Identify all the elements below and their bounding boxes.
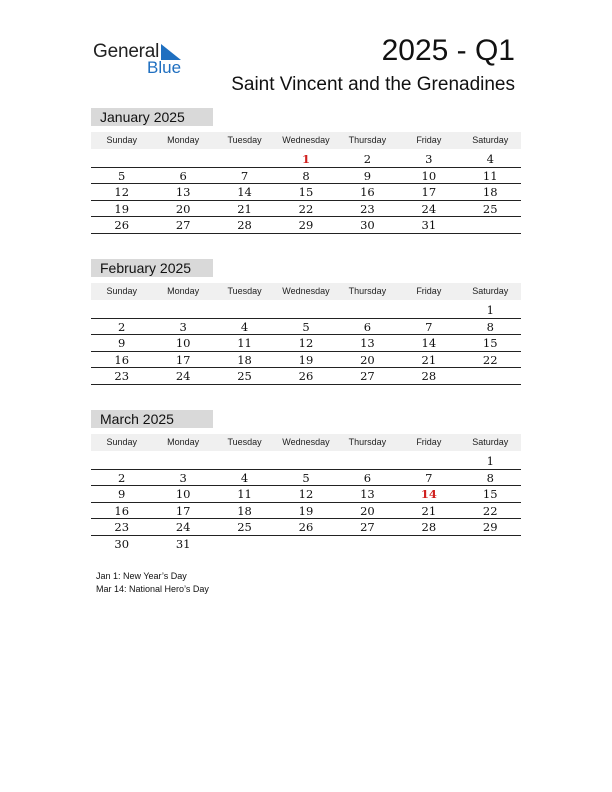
weekday-header: Tuesday — [227, 437, 262, 447]
week-row — [91, 319, 521, 336]
logo-general-text: General — [93, 41, 160, 62]
day-cell: 12 — [114, 185, 130, 200]
holiday-notes — [96, 570, 209, 596]
day-cell: 7 — [425, 319, 433, 334]
day-cell: 15 — [298, 185, 314, 200]
day-cell: 10 — [175, 336, 191, 351]
weekday-header: Thursday — [348, 135, 387, 145]
weekday-header: Tuesday — [227, 135, 262, 145]
day-cell: 5 — [302, 470, 310, 485]
weekday-header-row — [91, 434, 521, 451]
weekday-header: Sunday — [106, 135, 137, 145]
day-cell: 4 — [240, 470, 249, 485]
day-cell: 10 — [175, 487, 191, 502]
day-cell: 22 — [482, 352, 498, 367]
day-cell: 4 — [240, 319, 249, 334]
day-cell: 12 — [298, 487, 314, 502]
weekday-header: Saturday — [472, 437, 509, 447]
day-cell: 18 — [237, 352, 252, 367]
empty-day-cell — [460, 536, 521, 553]
empty-day-cell — [460, 368, 521, 384]
day-cell: 25 — [482, 201, 498, 216]
day-cell: 23 — [114, 520, 130, 535]
day-cell: 6 — [363, 319, 372, 334]
day-cell: 14 — [237, 185, 252, 200]
weekday-header: Thursday — [348, 437, 387, 447]
week-row — [91, 503, 521, 520]
weekday-header: Saturday — [472, 135, 509, 145]
day-cell: 3 — [179, 319, 187, 334]
day-cell: 8 — [486, 470, 494, 485]
empty-day-cell — [337, 302, 398, 318]
day-cell: 24 — [175, 369, 191, 384]
month-label: February 2025 — [91, 259, 213, 277]
week-row — [91, 536, 521, 553]
day-cell: 28 — [237, 218, 252, 233]
day-cell: 25 — [237, 369, 252, 384]
empty-day-cell — [214, 151, 275, 167]
month-label: March 2025 — [91, 410, 213, 428]
day-cell: 4 — [486, 152, 494, 166]
weekday-header: Wednesday — [282, 135, 330, 145]
day-cell: 28 — [421, 369, 437, 384]
weekday-header: Friday — [416, 135, 442, 145]
holiday-note: Mar 14: National Hero’s Day — [96, 584, 209, 594]
day-cell: 19 — [114, 201, 130, 216]
logo — [93, 40, 193, 80]
weekday-header: Saturday — [472, 286, 509, 296]
empty-day-cell — [275, 302, 336, 318]
day-cell: 8 — [486, 319, 494, 334]
weekday-header: Monday — [167, 437, 200, 447]
day-cell: 9 — [118, 336, 126, 351]
day-cell: 16 — [360, 185, 375, 200]
day-cell: 13 — [175, 185, 191, 200]
weekday-header: Sunday — [106, 286, 137, 296]
empty-day-cell — [91, 453, 152, 469]
day-cell: 22 — [482, 503, 498, 518]
week-row — [91, 470, 521, 487]
day-cell: 30 — [360, 218, 375, 233]
day-cell: 20 — [360, 352, 375, 367]
empty-day-cell — [214, 536, 275, 553]
day-cell: 17 — [175, 352, 191, 367]
week-row — [91, 486, 521, 503]
week-row — [91, 352, 521, 369]
day-cell: 18 — [237, 503, 252, 518]
day-cell: 23 — [114, 369, 130, 384]
week-row — [91, 184, 521, 201]
month-label: January 2025 — [91, 108, 213, 126]
empty-day-cell — [214, 302, 275, 318]
weekday-header: Monday — [167, 135, 200, 145]
weekday-header: Friday — [416, 286, 442, 296]
empty-day-cell — [152, 151, 213, 167]
week-row — [91, 335, 521, 352]
day-cell: 8 — [302, 168, 310, 183]
day-cell: 11 — [237, 487, 252, 502]
day-cell: 16 — [114, 352, 130, 367]
day-cell: 21 — [237, 201, 252, 216]
day-cell: 19 — [298, 352, 314, 367]
day-cell: 7 — [425, 470, 433, 485]
weekday-header: Wednesday — [282, 437, 330, 447]
empty-day-cell — [460, 217, 521, 233]
week-row — [91, 217, 521, 234]
day-cell: 15 — [482, 336, 498, 351]
day-cell: 16 — [114, 503, 130, 518]
day-cell: 30 — [114, 537, 130, 551]
day-cell: 11 — [237, 336, 252, 351]
day-cell: 24 — [421, 201, 437, 216]
empty-day-cell — [152, 302, 213, 318]
day-cell: 21 — [421, 503, 437, 518]
day-cell: 6 — [179, 168, 187, 183]
weekday-header-row — [91, 283, 521, 300]
page-title: 2025 - Q1 — [381, 34, 515, 67]
empty-day-cell — [91, 302, 152, 318]
empty-day-cell — [214, 453, 275, 469]
page-subtitle: Saint Vincent and the Grenadines — [231, 74, 515, 95]
day-cell: 13 — [360, 487, 375, 502]
day-cell: 2 — [118, 319, 126, 334]
day-cell: 5 — [118, 168, 126, 183]
day-cell: 12 — [298, 336, 314, 351]
day-cell: 9 — [118, 487, 126, 502]
weekday-header: Tuesday — [227, 286, 262, 296]
empty-day-cell — [152, 453, 213, 469]
day-cell: 11 — [482, 168, 498, 183]
empty-day-cell — [337, 453, 398, 469]
day-cell: 29 — [482, 520, 498, 535]
day-cell: 3 — [425, 152, 433, 166]
day-cell: 10 — [421, 168, 437, 183]
day-cell: 1 — [486, 303, 494, 317]
weekday-header-row — [91, 132, 521, 149]
day-cell: 2 — [118, 470, 126, 485]
empty-day-cell — [275, 453, 336, 469]
empty-day-cell — [398, 453, 459, 469]
day-cell: 14 — [420, 487, 437, 502]
week-row — [91, 201, 521, 218]
day-cell: 7 — [240, 168, 249, 183]
day-cell: 21 — [421, 352, 437, 367]
day-cell: 24 — [175, 520, 191, 535]
day-cell: 17 — [421, 185, 437, 200]
weekday-header: Sunday — [106, 437, 137, 447]
day-cell: 1 — [301, 152, 310, 166]
day-cell: 14 — [421, 336, 437, 351]
week-row — [91, 151, 521, 168]
day-cell: 27 — [360, 520, 375, 535]
week-row — [91, 368, 521, 385]
day-cell: 17 — [175, 503, 191, 518]
empty-day-cell — [337, 536, 398, 553]
logo-blue-text: Blue — [147, 58, 182, 77]
day-cell: 27 — [360, 369, 375, 384]
week-row — [91, 168, 521, 185]
week-row — [91, 453, 521, 470]
day-cell: 28 — [421, 520, 437, 535]
day-cell: 18 — [482, 185, 498, 200]
day-cell: 31 — [175, 537, 191, 551]
day-cell: 15 — [482, 487, 498, 502]
day-cell: 13 — [360, 336, 375, 351]
day-cell: 19 — [298, 503, 314, 518]
day-cell: 26 — [114, 218, 130, 233]
day-cell: 23 — [360, 201, 375, 216]
day-cell: 3 — [179, 470, 187, 485]
weekday-header: Monday — [167, 286, 200, 296]
holiday-note: Jan 1: New Year’s Day — [96, 571, 187, 581]
day-cell: 27 — [175, 218, 191, 233]
day-cell: 22 — [298, 201, 314, 216]
day-cell: 20 — [360, 503, 375, 518]
empty-day-cell — [275, 536, 336, 553]
weekday-header: Wednesday — [282, 286, 330, 296]
week-row — [91, 519, 521, 536]
day-cell: 31 — [421, 218, 437, 233]
week-row — [91, 302, 521, 319]
day-cell: 1 — [486, 454, 494, 468]
empty-day-cell — [91, 151, 152, 167]
weekday-header: Friday — [416, 437, 442, 447]
day-cell: 5 — [302, 319, 310, 334]
day-cell: 26 — [298, 520, 314, 535]
day-cell: 6 — [363, 470, 372, 485]
day-cell: 2 — [363, 152, 372, 166]
weekday-header: Thursday — [348, 286, 387, 296]
day-cell: 20 — [175, 201, 191, 216]
day-cell: 25 — [237, 520, 252, 535]
empty-day-cell — [398, 536, 459, 553]
day-cell: 26 — [298, 369, 314, 384]
day-cell: 29 — [298, 218, 314, 233]
empty-day-cell — [398, 302, 459, 318]
day-cell: 9 — [363, 168, 372, 183]
